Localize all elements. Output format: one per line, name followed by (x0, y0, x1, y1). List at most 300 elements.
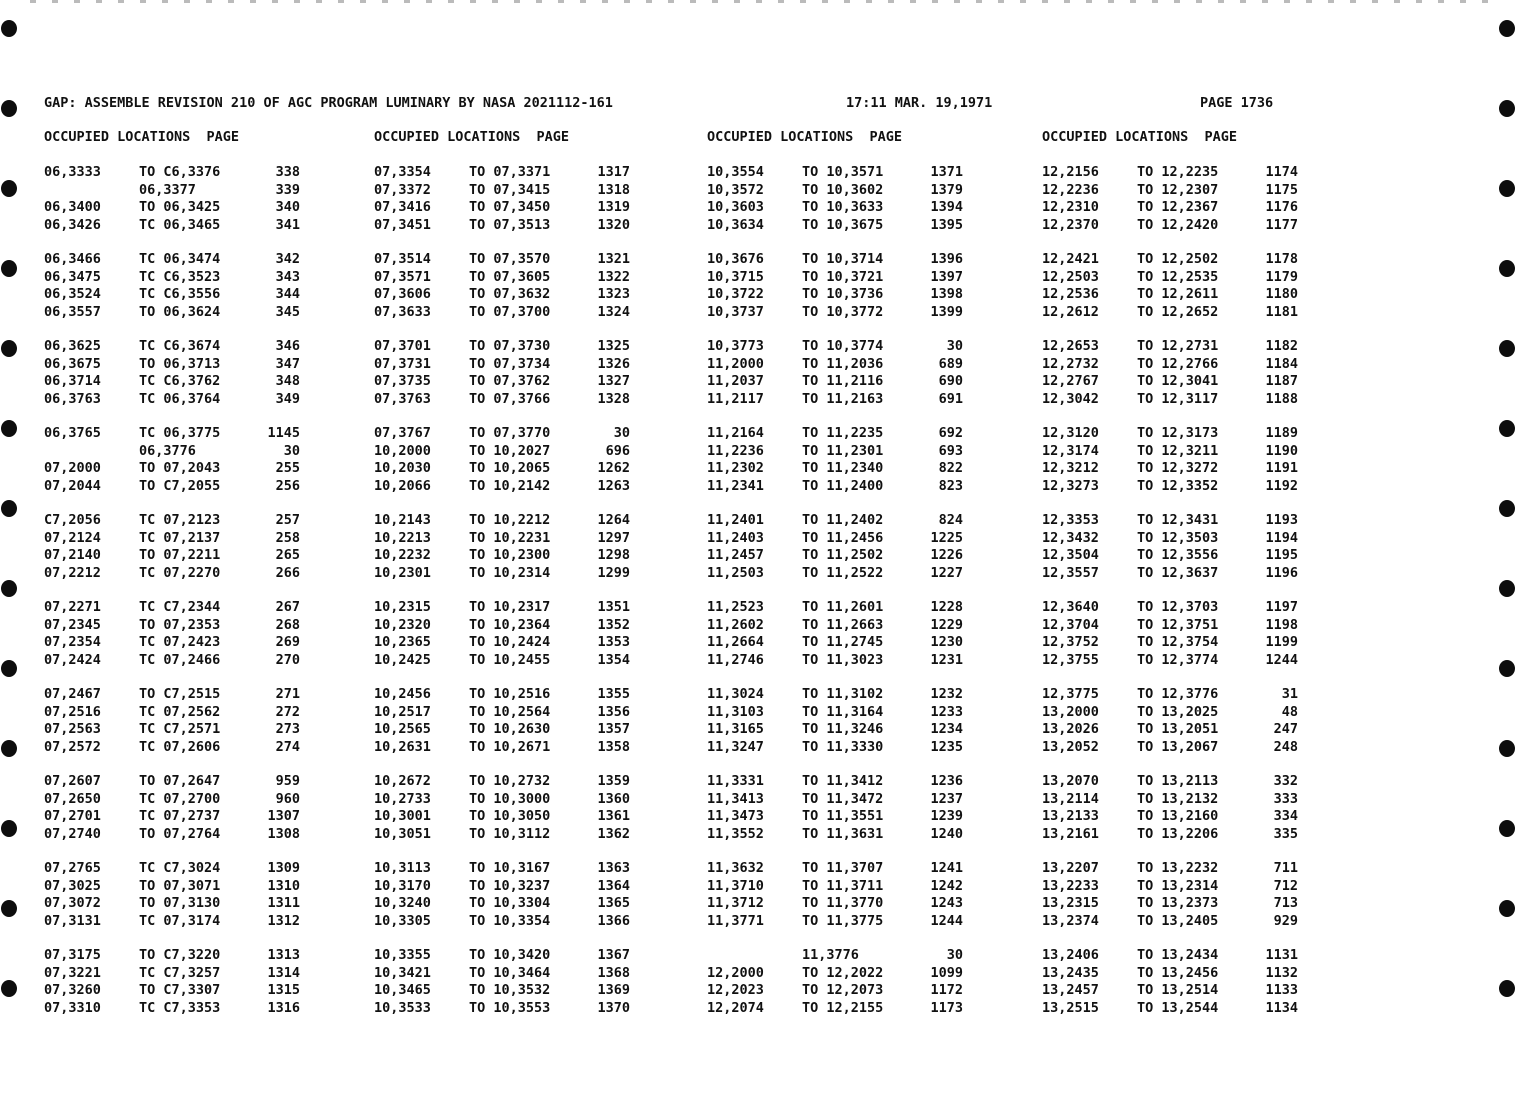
end-location: TO 10,2424 (469, 634, 551, 650)
page-ref: 1181 (1265, 303, 1298, 320)
start-location: 12,3353 (1042, 512, 1099, 528)
page-ref: 1225 (930, 529, 963, 546)
table-row (1042, 338, 1312, 355)
listing-header (0, 95, 1530, 113)
table-row (374, 704, 644, 721)
page-ref: 347 (275, 355, 300, 372)
table-row (1042, 304, 1312, 321)
page-ref: 1226 (930, 547, 963, 563)
page-ref: 345 (275, 303, 300, 320)
page-ref: 1175 (1265, 181, 1298, 198)
table-row (374, 425, 644, 442)
page-ref: 822 (938, 460, 963, 476)
feed-hole (1, 20, 17, 37)
page-ref: 1312 (267, 912, 300, 929)
page-ref: 1237 (930, 790, 963, 807)
end-location: TO 12,2652 (1137, 303, 1219, 320)
end-location: TO 11,3246 (802, 721, 884, 737)
feed-hole (1499, 980, 1515, 997)
table-row (374, 391, 644, 408)
table-row (707, 478, 977, 495)
end-location: TO C7,2055 (139, 477, 221, 494)
end-location: TO 12,3431 (1137, 512, 1219, 528)
end-location: TO 11,2301 (802, 442, 884, 459)
table-row (374, 721, 644, 738)
page-ref: 1370 (597, 999, 630, 1016)
page-ref: 256 (275, 477, 300, 494)
page-number: PAGE 1736 (1200, 95, 1274, 111)
table-row (1042, 286, 1312, 303)
end-location: TO 10,2300 (469, 547, 551, 563)
start-location: 10,3305 (374, 912, 431, 929)
page-ref: 712 (1273, 877, 1298, 894)
page-ref: 1369 (597, 982, 630, 998)
page-ref: 344 (275, 286, 300, 302)
end-location: TO 13,2132 (1137, 790, 1219, 807)
table-row (374, 913, 644, 930)
end-location: TO 12,3751 (1137, 616, 1219, 633)
start-location: 11,3024 (707, 686, 764, 702)
table-row (707, 947, 977, 964)
table-row (374, 739, 644, 756)
end-location: TO 10,3553 (469, 999, 551, 1016)
end-location: TO 07,3371 (469, 164, 551, 180)
table-row (707, 826, 977, 843)
start-location: 07,2467 (44, 686, 101, 702)
end-location: TO 12,3041 (1137, 373, 1219, 389)
start-location: 07,3416 (374, 199, 431, 215)
start-location: 10,2672 (374, 773, 431, 789)
end-location: TC C6,3674 (139, 338, 221, 354)
page-ref: 1228 (930, 599, 963, 615)
page-ref: 273 (275, 721, 300, 737)
page-ref: 1173 (930, 999, 963, 1016)
start-location: 12,3120 (1042, 425, 1099, 441)
table-row (1042, 895, 1312, 912)
page-ref: 1188 (1265, 390, 1298, 407)
end-location: TO 07,2647 (139, 773, 221, 789)
start-location: 12,2236 (1042, 181, 1099, 198)
page-ref: 1177 (1265, 216, 1298, 233)
page-ref: 1363 (597, 860, 630, 876)
start-location: 07,3701 (374, 338, 431, 354)
table-row (1042, 460, 1312, 477)
page-ref: 1328 (597, 390, 630, 407)
table-row (1042, 547, 1312, 564)
listing-timestamp: 17:11 MAR. 19,1971 (846, 95, 993, 111)
end-location: TO 10,3050 (469, 808, 551, 824)
start-location: 12,3212 (1042, 460, 1099, 476)
page-ref: 340 (275, 199, 300, 215)
feed-hole (1, 820, 17, 837)
start-location: 11,2746 (707, 651, 764, 668)
end-location: TO 11,2400 (802, 477, 884, 494)
end-location: TO 11,2456 (802, 529, 884, 546)
start-location: 07,3735 (374, 373, 431, 389)
end-location: TO 12,2307 (1137, 181, 1219, 198)
table-row (374, 460, 644, 477)
start-location: 06,3765 (44, 425, 101, 441)
end-location: TO 12,2022 (802, 964, 884, 981)
page-ref: 1323 (597, 286, 630, 302)
end-location: TC 06,3474 (139, 251, 221, 267)
end-location: TO 07,2043 (139, 460, 221, 476)
table-row (707, 808, 977, 825)
table-row (44, 269, 314, 286)
start-location: 10,3676 (707, 251, 764, 267)
table-row (1042, 199, 1312, 216)
table-row (707, 704, 977, 721)
start-location: 12,3752 (1042, 634, 1099, 650)
end-location: TO 11,2340 (802, 460, 884, 476)
table-row (44, 199, 314, 216)
table-row (374, 791, 644, 808)
page-ref: 1234 (930, 721, 963, 737)
start-location: 07,2516 (44, 703, 101, 720)
table-row (1042, 599, 1312, 616)
start-location: 10,3001 (374, 808, 431, 824)
end-location: TO 10,3000 (469, 790, 551, 807)
page-ref: 1351 (597, 599, 630, 615)
end-location: TO 10,3167 (469, 860, 551, 876)
table-row (707, 164, 977, 181)
start-location: 12,2612 (1042, 303, 1099, 320)
start-location: 07,3763 (374, 390, 431, 407)
page-ref: 1356 (597, 703, 630, 720)
page-ref: 343 (275, 268, 300, 285)
page-ref: 1244 (1265, 651, 1298, 668)
page-ref: 1357 (597, 721, 630, 737)
end-location: TC 07,2562 (139, 703, 221, 720)
table-row (1042, 808, 1312, 825)
end-location: TO 06,3713 (139, 355, 221, 372)
page-ref: 342 (275, 251, 300, 267)
page-ref: 1364 (597, 877, 630, 894)
start-location: 07,3731 (374, 355, 431, 372)
end-location: TO 13,2434 (1137, 947, 1219, 963)
end-location: TO 13,2067 (1137, 738, 1219, 755)
start-location: 11,3473 (707, 808, 764, 824)
page-ref: 1315 (267, 982, 300, 998)
table-row (707, 634, 977, 651)
page-ref: 960 (275, 790, 300, 807)
page-ref: 1197 (1265, 599, 1298, 615)
page-ref: 713 (1273, 895, 1298, 911)
feed-hole (1, 980, 17, 997)
table-row (374, 478, 644, 495)
start-location: 06,3466 (44, 251, 101, 267)
table-row (1042, 652, 1312, 669)
start-location: 10,3051 (374, 825, 431, 842)
table-row (44, 164, 314, 181)
feed-hole (1, 740, 17, 757)
start-location: 12,2000 (707, 964, 764, 981)
start-location: 06,3625 (44, 338, 101, 354)
start-location: 07,2000 (44, 460, 101, 476)
page-ref: 1361 (597, 808, 630, 824)
page-ref: 824 (938, 512, 963, 528)
table-row (374, 338, 644, 355)
end-location: TO 07,3513 (469, 216, 551, 233)
page-ref: 1242 (930, 877, 963, 894)
page-ref: 1179 (1265, 268, 1298, 285)
table-row (707, 512, 977, 529)
page-ref: 1324 (597, 303, 630, 320)
end-location: TO 10,2314 (469, 564, 551, 581)
table-row (44, 686, 314, 703)
end-location: TO 12,2502 (1137, 251, 1219, 267)
page-ref: 1371 (930, 164, 963, 180)
table-row (1042, 478, 1312, 495)
feed-hole (1499, 580, 1515, 597)
table-row (374, 164, 644, 181)
table-row (44, 217, 314, 234)
end-location: TO 12,2535 (1137, 268, 1219, 285)
page-ref: 257 (275, 512, 300, 528)
start-location: 07,3767 (374, 425, 431, 441)
start-location: 10,3355 (374, 947, 431, 963)
start-location: 10,2315 (374, 599, 431, 615)
start-location: 10,2631 (374, 738, 431, 755)
start-location: 12,2023 (707, 982, 764, 998)
table-row (374, 547, 644, 564)
start-location: 12,3042 (1042, 390, 1099, 407)
table-row (44, 356, 314, 373)
table-row (374, 443, 644, 460)
page-ref: 334 (1273, 808, 1298, 824)
start-location: 10,3737 (707, 303, 764, 320)
end-location: TO 13,2206 (1137, 825, 1219, 842)
start-location: 12,2732 (1042, 355, 1099, 372)
end-location: TO 07,3632 (469, 286, 551, 302)
table-row (1042, 269, 1312, 286)
page-ref: 1191 (1265, 460, 1298, 476)
feed-hole (1, 420, 17, 437)
start-location: 13,2406 (1042, 947, 1099, 963)
table-row (1042, 164, 1312, 181)
table-row (1042, 704, 1312, 721)
page-ref: 1184 (1265, 355, 1298, 372)
end-location: TO 13,2544 (1137, 999, 1219, 1016)
end-location: TC 07,2466 (139, 651, 221, 668)
table-row (44, 982, 314, 999)
start-location: 10,3715 (707, 268, 764, 285)
table-row (1042, 791, 1312, 808)
table-row (707, 565, 977, 582)
feed-hole (1499, 900, 1515, 917)
end-location: TO 11,2663 (802, 616, 884, 633)
page-ref: 1233 (930, 703, 963, 720)
end-location: TO 11,2235 (802, 425, 884, 441)
page-ref: 1196 (1265, 564, 1298, 581)
end-location: TO 07,3762 (469, 373, 551, 389)
page-ref: 1174 (1265, 164, 1298, 180)
start-location: 11,2503 (707, 564, 764, 581)
end-location: TO 07,3570 (469, 251, 551, 267)
page-ref: 823 (938, 477, 963, 494)
table-row (374, 286, 644, 303)
page-ref: 30 (283, 442, 300, 459)
table-row (44, 182, 314, 199)
feed-hole (1, 660, 17, 677)
page-ref: 1227 (930, 564, 963, 581)
table-row (374, 826, 644, 843)
feed-hole (1, 500, 17, 517)
table-row (1042, 565, 1312, 582)
page-ref: 349 (275, 390, 300, 407)
table-row (707, 965, 977, 982)
page-ref: 689 (938, 355, 963, 372)
end-location: TO 10,3354 (469, 912, 551, 929)
end-location: TO 07,2353 (139, 616, 221, 633)
page-ref: 1307 (267, 808, 300, 824)
table-row (707, 547, 977, 564)
page-ref: 1243 (930, 895, 963, 911)
start-location: 12,2310 (1042, 199, 1099, 215)
start-location: 07,3072 (44, 895, 101, 911)
page-ref: 691 (938, 390, 963, 407)
table-row (707, 913, 977, 930)
table-row (1042, 686, 1312, 703)
page-ref: 1236 (930, 773, 963, 789)
start-location: 13,2000 (1042, 703, 1099, 720)
feed-hole (1499, 660, 1515, 677)
table-row (707, 269, 977, 286)
end-location: TO 07,3130 (139, 895, 221, 911)
table-row (44, 304, 314, 321)
start-location: 07,2607 (44, 773, 101, 789)
start-location: 12,3775 (1042, 686, 1099, 702)
page-ref: 1360 (597, 790, 630, 807)
table-row (1042, 947, 1312, 964)
end-location: TO 10,2142 (469, 477, 551, 494)
table-row (1042, 425, 1312, 442)
start-location: 13,2207 (1042, 860, 1099, 876)
start-location: 10,2301 (374, 564, 431, 581)
start-location: 06,3426 (44, 216, 101, 233)
start-location: 06,3400 (44, 199, 101, 215)
page-ref: 1176 (1265, 199, 1298, 215)
end-location: TO 12,2235 (1137, 164, 1219, 180)
start-location: 07,2424 (44, 651, 101, 668)
start-location: 13,2052 (1042, 738, 1099, 755)
start-location: 07,3606 (374, 286, 431, 302)
end-location: TO 10,3633 (802, 199, 884, 215)
table-row (44, 286, 314, 303)
start-location: 13,2133 (1042, 808, 1099, 824)
start-location: 10,3170 (374, 877, 431, 894)
page-ref: 1182 (1265, 338, 1298, 354)
table-row (44, 826, 314, 843)
start-location: 11,2117 (707, 390, 764, 407)
start-location: 07,2354 (44, 634, 101, 650)
table-row (707, 617, 977, 634)
table-row (44, 634, 314, 651)
table-row (44, 791, 314, 808)
end-location: TO 11,2163 (802, 390, 884, 407)
end-location: TO 13,2232 (1137, 860, 1219, 876)
table-row (1042, 251, 1312, 268)
table-row (1042, 373, 1312, 390)
table-row (1042, 391, 1312, 408)
table-row (374, 1000, 644, 1017)
page-ref: 1198 (1265, 616, 1298, 633)
feed-hole (1499, 820, 1515, 837)
end-location: TC 07,2123 (139, 512, 221, 528)
page-ref: 1190 (1265, 442, 1298, 459)
table-row (1042, 878, 1312, 895)
start-location: 11,3331 (707, 773, 764, 789)
start-location: 12,2767 (1042, 373, 1099, 389)
table-row (707, 739, 977, 756)
start-location: 07,2572 (44, 738, 101, 755)
start-location: 11,2602 (707, 616, 764, 633)
end-location: TC 07,2606 (139, 738, 221, 755)
page-ref: 1368 (597, 964, 630, 981)
start-location: 10,3240 (374, 895, 431, 911)
start-location: 12,2503 (1042, 268, 1099, 285)
page-ref: 31 (1281, 686, 1298, 702)
end-location: TO 11,3770 (802, 895, 884, 911)
start-location: 10,3113 (374, 860, 431, 876)
start-location: 07,3310 (44, 999, 101, 1016)
start-location: 11,2000 (707, 355, 764, 372)
start-location: 07,2740 (44, 825, 101, 842)
table-row (374, 617, 644, 634)
end-location: TO 12,3503 (1137, 529, 1219, 546)
end-location: 11,3776 (802, 947, 859, 963)
end-location: TC C6,3762 (139, 373, 221, 389)
start-location: 11,3771 (707, 912, 764, 929)
table-row (374, 599, 644, 616)
table-row (1042, 913, 1312, 930)
page-ref: 270 (275, 651, 300, 668)
start-location: 11,2164 (707, 425, 764, 441)
end-location: TO 07,3450 (469, 199, 551, 215)
end-location: TO 07,3766 (469, 390, 551, 407)
end-location: TO C6,3376 (139, 164, 221, 180)
end-location: 06,3377 (139, 181, 196, 198)
table-row (374, 304, 644, 321)
start-location: 13,2070 (1042, 773, 1099, 789)
end-location: TC 07,2737 (139, 808, 221, 824)
end-location: TC 07,2700 (139, 790, 221, 807)
start-location: 07,2650 (44, 790, 101, 807)
column-header-4: OCCUPIED LOCATIONS PAGE (1042, 129, 1238, 145)
end-location: TO 11,3164 (802, 703, 884, 720)
end-location: TO 13,2160 (1137, 808, 1219, 824)
end-location: TO 12,3776 (1137, 686, 1219, 702)
start-location: 13,2315 (1042, 895, 1099, 911)
column-header-2: OCCUPIED LOCATIONS PAGE (374, 129, 570, 145)
end-location: TO 10,2516 (469, 686, 551, 702)
end-location: TO 10,2671 (469, 738, 551, 755)
page-ref: 1355 (597, 686, 630, 702)
start-location: 10,3603 (707, 199, 764, 215)
page-ref: 1353 (597, 634, 630, 650)
page-ref: 1327 (597, 373, 630, 389)
table-row (44, 808, 314, 825)
page-ref: 30 (613, 425, 630, 441)
end-location: TO 12,3117 (1137, 390, 1219, 407)
start-location: 11,3103 (707, 703, 764, 720)
feed-hole (1499, 180, 1515, 197)
start-location: 11,3165 (707, 721, 764, 737)
table-row (707, 251, 977, 268)
table-row (1042, 217, 1312, 234)
table-row (44, 773, 314, 790)
table-row (44, 739, 314, 756)
